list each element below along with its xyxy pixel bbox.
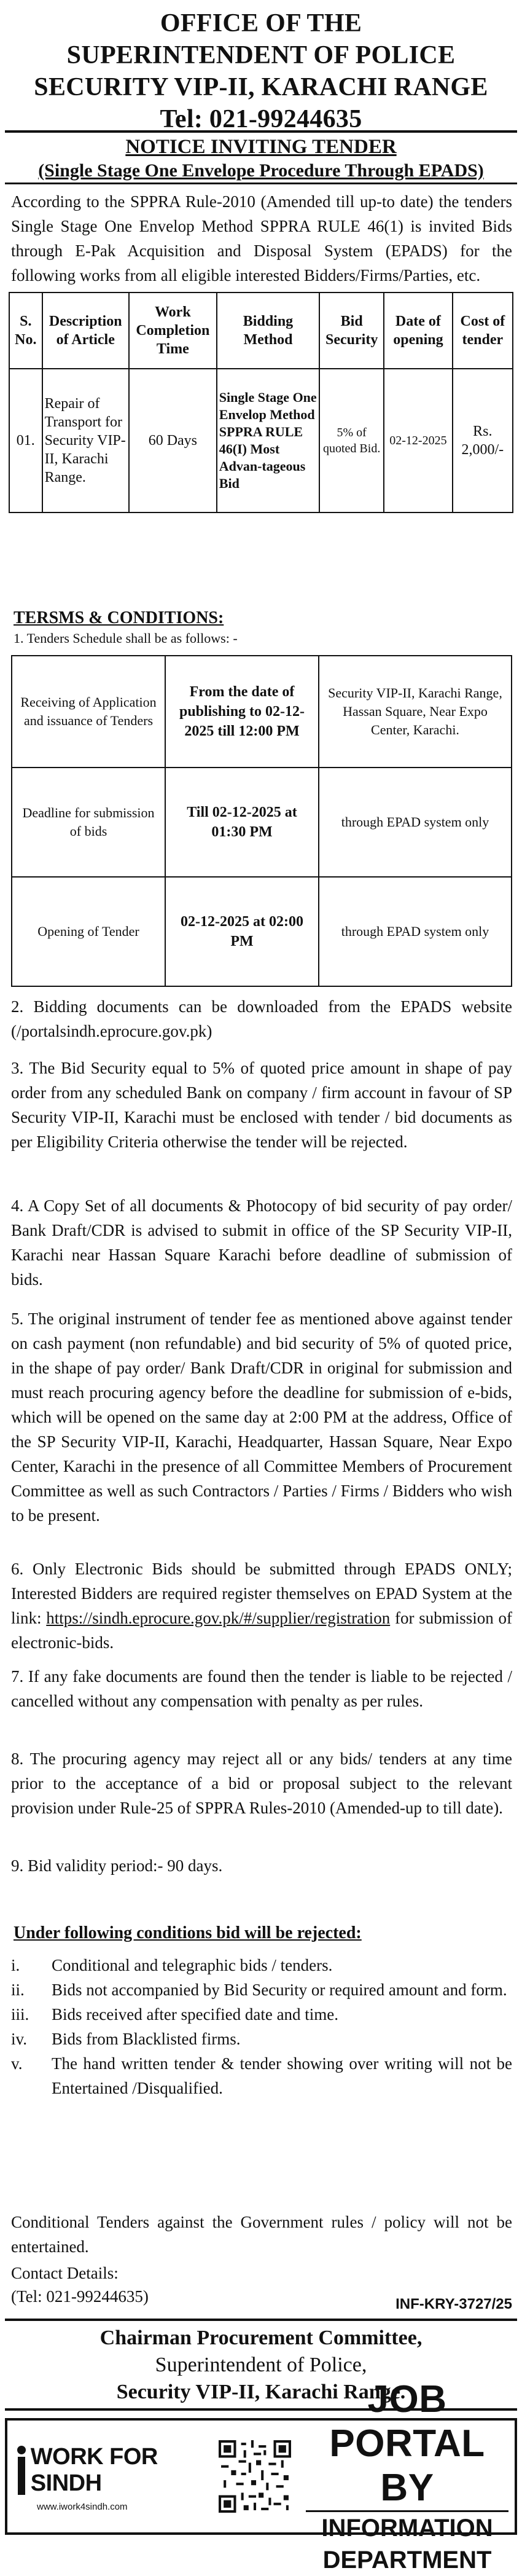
schedule-label: Receiving of Application and issuance of Tenders — [12, 656, 165, 768]
works-table-header — [9, 293, 513, 369]
contact-label: Contact Details: — [11, 2264, 119, 2282]
wfs-brand-text: WORK FOR SINDH — [30, 2444, 158, 2496]
list-item — [11, 2027, 512, 2051]
cell-description: Repair of Transport for Security VIP-II, Karachi Range. — [42, 369, 129, 512]
registration-link[interactable]: https://sindh.eprocure.gov.pk/#/supplier/registration — [46, 1609, 391, 1627]
list-item — [11, 1977, 512, 2002]
notice-title: NOTICE INVITING TENDER — [125, 136, 397, 158]
list-number: ii. — [11, 1981, 25, 1999]
header-line-2: SUPERINTENDENT OF POLICE — [66, 41, 456, 69]
list-number: v. — [11, 2054, 23, 2073]
col-security: Bid Security — [319, 293, 384, 369]
chairman-line-2: Superintendent of Police, — [155, 2354, 367, 2376]
schedule-where: through EPAD system only — [319, 768, 512, 877]
header-line-3: SECURITY VIP-II, KARACHI RANGE — [34, 73, 488, 101]
notice-subtitle: (Single Stage One Envelope Procedure Through EPADS) — [38, 160, 484, 181]
intro-paragraph: According to the SPPRA Rule-2010 (Amended till up-to date) the tenders Single Stage One Envelop Method SPPRA RULE 46(1) is invited Bids through E-Pak Acquisition and Disposal System (EPADS) for the following works from all eligible interested Bidders/Firms/Parties, etc. — [11, 192, 512, 285]
schedule-where: Security VIP-II, Karachi Range, Hassan Square, Near Expo Center, Karachi. — [319, 656, 512, 768]
contact-details — [11, 2261, 149, 2308]
contact-telephone: (Tel: 021-99244635) — [11, 2287, 149, 2306]
header-line-1: OFFICE OF THE — [160, 9, 362, 37]
schedule-where: through EPAD system only — [319, 877, 512, 986]
rejection-heading: Under following conditions bid will be rejected: — [14, 1923, 362, 1942]
office-header — [0, 0, 522, 138]
term-2-paragraph: 2. Bidding documents can be downloaded from the EPADS website (/portalsindh.eprocure.gov.pk) — [11, 997, 512, 1040]
job-portal-line-1: JOB PORTAL BY — [329, 2378, 485, 2509]
table-row — [9, 369, 513, 512]
job-portal-text — [300, 2378, 515, 2576]
term-3-paragraph: 3. The Bid Security equal to 5% of quoted price amount in shape of pay order from any scheduled Bank on company / firm account in favour of SP Security VIP-II, Karachi must be enclosed with tender / bid documents as per Eligibility Criteria otherwise the tender will be rejected. — [11, 1059, 512, 1151]
list-text: Bids not accompanied by Bid Security or required amount and form. — [52, 1981, 507, 1999]
cell-method: Single Stage One Envelop Method SPPRA RULE 46(I) Most Advan-tageous Bid — [217, 369, 319, 512]
list-number: iii. — [11, 2005, 29, 2024]
schedule-label: Deadline for submission of bids — [12, 768, 165, 877]
cell-completion: 60 Days — [129, 369, 217, 512]
col-completion: Work Completion Time — [129, 293, 217, 369]
conditional-tenders-note: Conditional Tenders against the Government rules / policy will not be entertained. — [11, 2213, 512, 2256]
col-sno: S. No. — [9, 293, 42, 369]
terms-heading: TERSMS & CONDITIONS: — [14, 608, 224, 627]
qr-code-graphic — [219, 2440, 291, 2513]
table-row — [12, 656, 512, 768]
schedule-label: Opening of Tender — [12, 877, 165, 986]
col-opening: Date of opening — [384, 293, 453, 369]
term-6-paragraph — [11, 1557, 512, 1655]
person-icon — [16, 2446, 26, 2495]
term-6-tail: for submission of electronic-bids. — [11, 1609, 512, 1652]
chairman-line-3: Security VIP-II, Karachi Range. — [116, 2381, 406, 2403]
col-method: Bidding Method — [217, 293, 319, 369]
term-8-paragraph: 8. The procuring agency may reject all or any bids/ tenders at any time prior to the acceptance of a bid or proposal subject to the relevant provision under Rule-25 of SPPRA Rules-2010 (Amended-up to till date). — [11, 1749, 512, 1817]
person-head — [17, 2446, 26, 2454]
list-text: Bids from Blacklisted firms. — [52, 2030, 241, 2048]
reference-number: INF-KRY-3727/25 — [395, 2296, 512, 2312]
list-number: iv. — [11, 2030, 27, 2048]
table-row — [12, 877, 512, 986]
cell-sno: 01. — [9, 369, 42, 512]
col-cost: Cost of tender — [453, 293, 513, 369]
qr-code-icon — [219, 2440, 291, 2513]
cell-cost: Rs. 2,000/- — [453, 369, 513, 512]
list-number: i. — [11, 1956, 20, 1974]
schedule-when: Till 02-12-2025 at 01:30 PM — [165, 768, 319, 877]
term-6-text: 6. Only Electronic Bids should be submitted through EPADS ONLY; Interested Bidders are required register themselves on EPAD System at the link: — [11, 1560, 512, 1627]
list-item — [11, 2051, 512, 2100]
list-text: Conditional and telegraphic bids / tenders. — [52, 1956, 333, 1974]
term-4-paragraph: 4. A Copy Set of all documents & Photocopy of bid security of pay order/ Bank Draft/CDR is advised to submit in office of the SP Security VIP-II, Karachi near Hassan Square Karachi before deadline of submission of bids. — [11, 1196, 512, 1289]
wfs-url: www.iwork4sindh.com — [37, 2502, 128, 2512]
terms-item-1: 1. Tenders Schedule shall be as follows: - — [14, 630, 238, 646]
cell-opening: 02-12-2025 — [384, 369, 453, 512]
term-7-paragraph: 7. If any fake documents are found then the tender is liable to be rejected / cancelled without any compensation with penalty as per rules. — [11, 1667, 512, 1710]
tender-schedule-table — [11, 655, 512, 987]
col-description: Description of Article — [42, 293, 129, 369]
work-for-sindh-logo — [7, 2421, 210, 2532]
chairman-line-1: Chairman Procurement Committee, — [99, 2327, 423, 2349]
term-5-paragraph: 5. The original instrument of tender fee as mentioned above against tender on cash payment (non refundable) and bid security of 5% of quoted price, in the shape of pay order/ Bank Draft/CDR in original for submission and must reach procuring agency before the deadline for submission of e-bids, which will be opened on the same day at 2:00 PM at the address, Office of the SP Security VIP-II, Karachi, Headquarter, Hassan Square, Near Expo Center, Karachi in the presence of all Committee Members of Procurement Committee as well as such Contractors / Parties / Firms / Bidders who wish to be present. — [11, 1310, 512, 1525]
schedule-when: 02-12-2025 at 02:00 PM — [165, 877, 319, 986]
cell-security: 5% of quoted Bid. — [319, 369, 384, 512]
notice-banner — [5, 130, 517, 184]
schedule-when: From the date of publishing to 02-12-2025 till 12:00 PM — [165, 656, 319, 768]
wfs-logo-row — [16, 2444, 210, 2497]
list-text: Bids received after specified date and time. — [52, 2005, 339, 2024]
works-table — [9, 292, 513, 513]
rejection-list — [11, 1953, 512, 2100]
person-body — [18, 2457, 25, 2495]
job-portal-line-2: INFORMATION DEPARTMENT — [306, 2510, 508, 2576]
header-telephone: Tel: 021-99244635 — [160, 105, 362, 133]
term-9-paragraph: 9. Bid validity period:- 90 days. — [11, 1856, 223, 1875]
list-text: The hand written tender & tender showing over writing will not be Entertained /Disqualified. — [52, 2054, 512, 2097]
list-item — [11, 1953, 512, 1977]
list-item — [11, 2002, 512, 2027]
table-row — [12, 768, 512, 877]
